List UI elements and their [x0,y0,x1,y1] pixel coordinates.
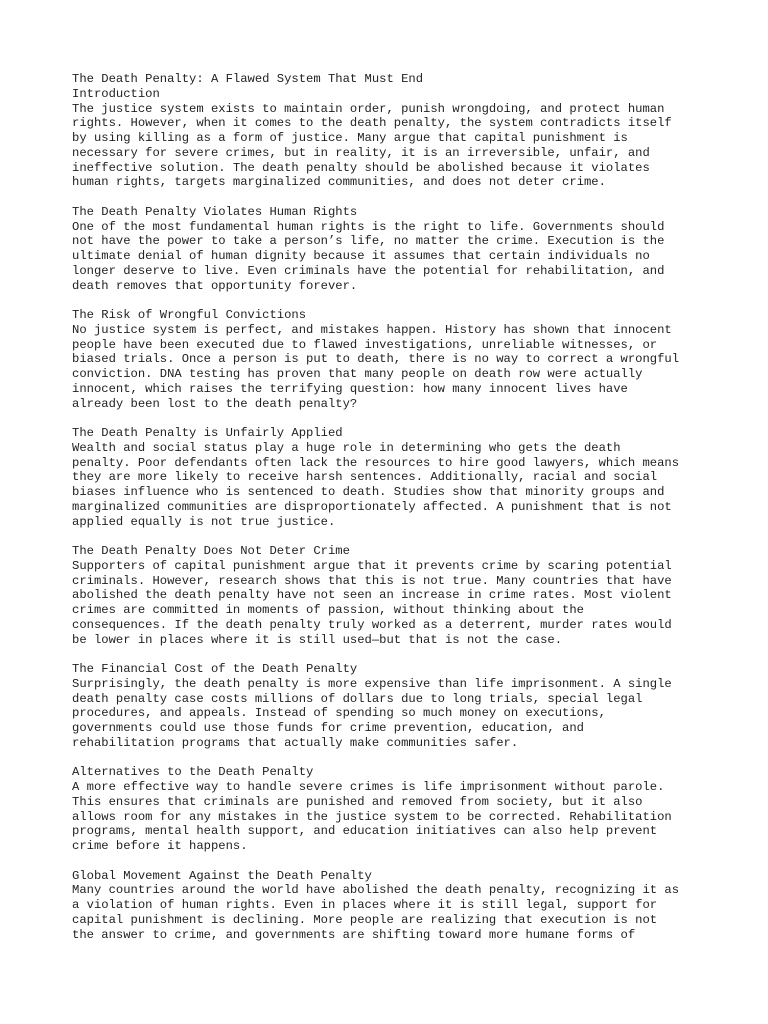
section-heading: The Financial Cost of the Death Penalty [72,662,358,676]
section-heading: Alternatives to the Death Penalty [72,765,314,780]
section-wrongful-convictions [72,308,712,411]
section-unfairly-applied [72,426,712,529]
section-alternatives [72,765,712,854]
section-paragraph: Surprisingly, the death penalty is more expensive than life imprisonment. A single death penalty case costs millions of dollars due to long trials, special legal procedures, and appeals. Instead of spending so much money on executions, governments could use those funds for crime prevention, education, and rehabilitation programs that actually make communities safer. [72,676,672,750]
section-paragraph: No justice system is perfect, and mistakes happen. History has shown that innocent people have been executed due to flawed investigations, unreliable witnesses, or biased trials. Once a person is put to death, there is no way to correct a wrongful conviction. DNA testing has proven that many people on death row were actually innocent, which raises the terrifying question: how many innocent lives have already been lost to the death penalty? [72,322,680,411]
section-heading: The Death Penalty Does Not Deter Crime [72,544,350,558]
document-title: The Death Penalty: A Flawed System That Must End [72,72,424,86]
section-global-movement [72,869,712,943]
section-heading: The Risk of Wrongful Convictions [72,308,307,322]
section-human-rights [72,205,712,294]
section-deterrence [72,544,712,647]
intro-paragraph: The justice system exists to maintain order, punish wrongdoing, and protect human rights. However, when it comes to the death penalty, the system contradicts itself by using killing as a form of justice. Many argue that capital punishment is necessary for severe crimes, but in reality, it is an irreversible, unfair, and ineffective solution. The death penalty should be abolished because it violates human rights, targets marginalized communities, and does not deter crime. [72,101,672,190]
intro-label: Introduction [72,86,160,101]
section-paragraph: A more effective way to handle severe crimes is life imprisonment without parole. This ensures that criminals are punished and removed from society, but it also allows room for any mistakes in the justice system to be corrected. Rehabilitation programs, mental health support, and education initiatives can also help prevent crime before it happens. [72,780,672,853]
section-paragraph: Wealth and social status play a huge role in determining who gets the death penalty. Poor defendants often lack the resources to hire good lawyers, which means they are more likely to receive harsh sentences. Additionally, racial and social biases influence who is sentenced to death. Studies show that minority groups and marginalized communities are disproportionately affected. A punishment that is not applied equally is not true justice. [72,440,680,529]
section-paragraph: One of the most fundamental human rights is the right to life. Governments should not have the power to take a person’s life, no matter the crime. Execution is the ultimate denial of human dignity because it assumes that certain individuals no longer deserve to live. Even criminals have the potential for rehabilitation, and death removes that opportunity forever. [72,219,665,293]
section-heading: The Death Penalty is Unfairly Applied [72,426,343,440]
section-paragraph: Many countries around the world have abolished the death penalty, recognizing it as a violation of human rights. Even in places where it is still legal, support for capital punishment is declining. More people are realizing that execution is not the answer to crime, and governments are shifting toward more humane forms of [72,883,680,942]
section-heading: Global Movement Against the Death Penalty [72,868,372,883]
section-financial-cost [72,662,712,751]
document-page [72,72,712,942]
section-heading: The Death Penalty Violates Human Rights [72,204,358,219]
section-paragraph: Supporters of capital punishment argue that it prevents crime by scaring potential criminals. However, research shows that this is not true. Many countries that have abolished the death penalty have not seen an increase in crime rates. Most violent crimes are committed in moments of passion, without thinking about the consequences. If the death penalty truly worked as a deterrent, murder rates would be lower in places where it is still used—but that is not the case. [72,558,672,647]
